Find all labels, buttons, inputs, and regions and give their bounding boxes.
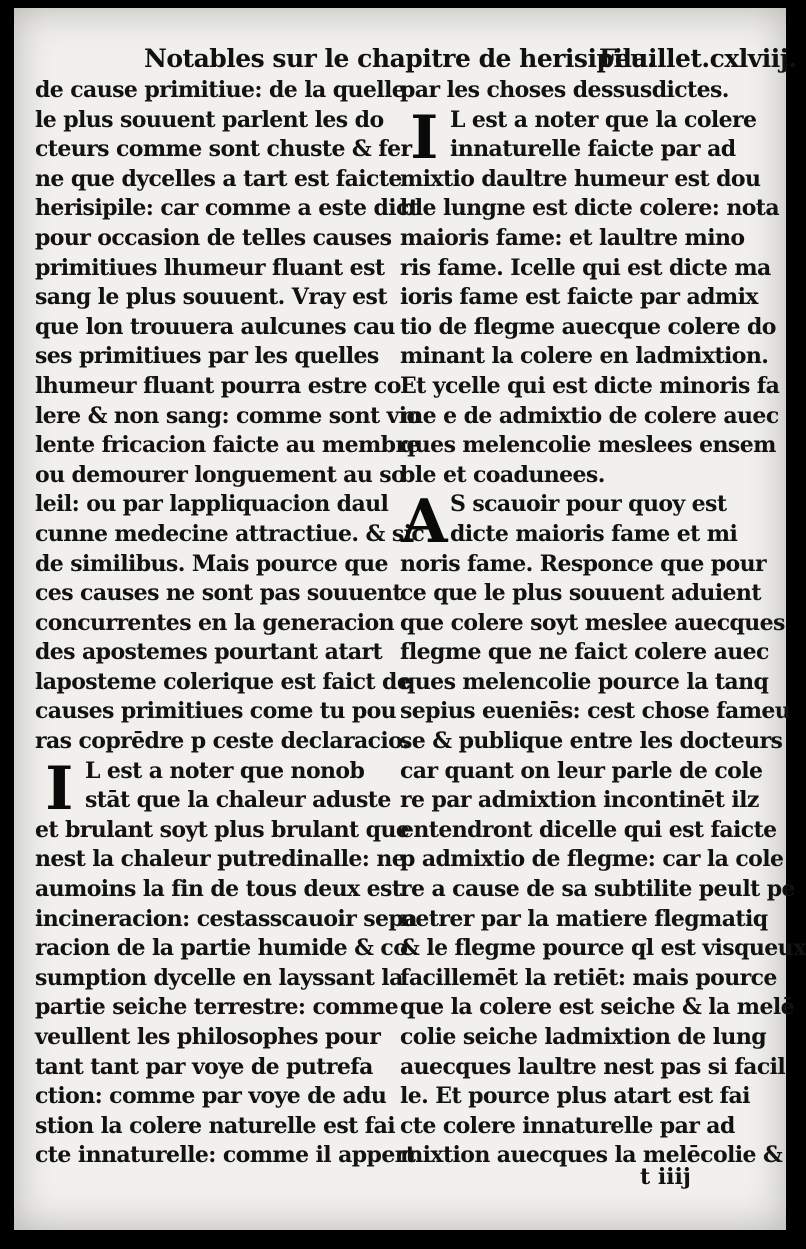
text-line: ction: comme par voye de adu (35, 1083, 387, 1110)
text-line: stion la colere naturelle est fai (35, 1112, 396, 1139)
text-line: sepius eueniēs: cest chose fameu (400, 698, 791, 725)
text-line: ses primitiues par les quelles (35, 343, 379, 370)
text-line: lente fricacion faicte au membre (35, 432, 420, 459)
text-line: des apostemes pourtant atart (35, 639, 383, 666)
text-line: mixtion auecques la melēcolie & (400, 1142, 783, 1169)
text-line: ques melencolie pource la tanq (400, 668, 769, 695)
text-line: S scauoir pour quoy est (450, 491, 727, 518)
text-line: Et ycelle qui est dicte minoris fa (400, 372, 780, 399)
text-line: primitiues lhumeur fluant est (35, 254, 385, 281)
text-line: re par admixtion incontinēt ilz (400, 787, 759, 814)
text-line: entendront dicelle qui est faicte (400, 816, 777, 843)
text-line: ce que le plus souuent aduient (400, 580, 761, 607)
text-line: p admixtio de flegme: car la cole (400, 846, 784, 873)
text-line: de similibus. Mais pource que (35, 550, 388, 577)
running-title: Notables sur le chapitre de herisipila. (144, 44, 656, 73)
text-line: ris fame. Icelle qui est dicte ma (400, 254, 771, 281)
text-line: re a cause de sa subtilite peult pe (400, 876, 795, 903)
folio-number: Feuillet.cxlviij. (599, 44, 797, 73)
text-line: L est a noter que la colere (450, 106, 757, 133)
text-line: L est a noter que nonob (85, 757, 365, 784)
text-line: aumoins la fin de tous deux est (35, 876, 402, 903)
text-line: partie seiche terrestre: comme (35, 994, 399, 1021)
left-text-column (35, 76, 425, 1171)
text-line: ras coprēdre p ceste declaracio. (35, 728, 409, 755)
text-line: minant la colere en ladmixtion. (400, 343, 769, 370)
text-line: le. Et pource plus atart est fai (400, 1083, 750, 1110)
text-line: mixtio daultre humeur est dou (400, 165, 761, 192)
text-line: tant tant par voye de putrefa (35, 1053, 373, 1080)
text-line: sumption dycelle en layssant la (35, 964, 403, 991)
text-line: laposteme colerique est faict de (35, 668, 411, 695)
text-line: facillemēt la retiēt: mais pource (400, 964, 777, 991)
text-line: veullent les philosophes pour (35, 1024, 381, 1050)
text-line: netrer par la matiere flegmatiq (400, 905, 768, 932)
text-line: ble et coadunees. (400, 461, 605, 488)
text-line: leil: ou par lappliquacion daul (35, 491, 389, 518)
right-text-column (400, 76, 806, 1171)
text-line: car quant on leur parle de cole (400, 757, 763, 784)
text-line: cte innaturelle: comme il appert (35, 1142, 416, 1169)
text-line: dicte maioris fame et mi (450, 520, 738, 547)
text-line: cteurs comme sont chuste & fer (35, 136, 412, 163)
text-line: de cause primitiue: de la quelle (35, 77, 406, 103)
text-line: herisipile: car comme a este dict (35, 195, 419, 222)
text-line: ces causes ne sont pas souuent (35, 580, 402, 607)
text-line: maioris fame: et laultre mino (400, 224, 745, 251)
text-line: cte colere innaturelle par ad (400, 1112, 735, 1139)
text-line: innaturelle faicte par ad (450, 136, 736, 163)
text-line: ques melencolie meslees ensem (400, 432, 776, 459)
text-line: ou demourer longuement au so (35, 461, 406, 488)
text-line: nest la chaleur putredinalle: ne (35, 846, 406, 873)
text-line: pour occasion de telles causes (35, 224, 392, 251)
text-line: tio de flegme auecque colere do (400, 313, 776, 340)
text-line: colie seiche ladmixtion de lung (400, 1024, 766, 1050)
drop-cap-initial: I (45, 753, 73, 824)
text-line: me e de admixtio de colere auec (400, 402, 779, 429)
text-line: auecques laultre nest pas si facil (400, 1053, 786, 1080)
drop-cap-initial: I (410, 102, 438, 173)
text-line: & le flegme pource ql est visqueux (400, 935, 806, 962)
text-line: par les choses dessusdictes. (400, 77, 729, 103)
drop-cap-initial: A (401, 487, 447, 558)
text-line: ne que dycelles a tart est faicte (35, 165, 402, 192)
text-line: et brulant soyt plus brulant que (35, 816, 410, 843)
text-line: stāt que la chaleur aduste (85, 787, 391, 814)
text-line: ble lungne est dicte colere: nota (400, 195, 780, 222)
text-line: lhumeur fluant pourra estre co (35, 372, 401, 399)
text-line: sang le plus souuent. Vray est (35, 284, 387, 311)
text-line: racion de la partie humide & co (35, 935, 408, 962)
text-line: flegme que ne faict colere auec (400, 639, 769, 666)
text-line: cunne medecine attractiue. & sic (35, 520, 425, 547)
signature-mark: t iiij (640, 1164, 691, 1190)
text-line: noris fame. Responce que pour (400, 550, 767, 577)
text-line: que lon trouuera aulcunes cau (35, 313, 395, 340)
text-line: incineracion: cestasscauoir sepa (35, 905, 417, 932)
text-line: causes primitiues come tu pou (35, 698, 397, 725)
text-line: se & publique entre les docteurs (400, 728, 783, 755)
text-line: le plus souuent parlent les do (35, 106, 384, 133)
text-line: lere & non sang: comme sont vio (35, 402, 421, 429)
text-line: concurrentes en la generacion (35, 609, 394, 636)
text-line: ioris fame est faicte par admix (400, 284, 758, 311)
text-line: que la colere est seiche & la melē (400, 994, 794, 1021)
text-line: que colere soyt meslee auecques (400, 609, 785, 636)
